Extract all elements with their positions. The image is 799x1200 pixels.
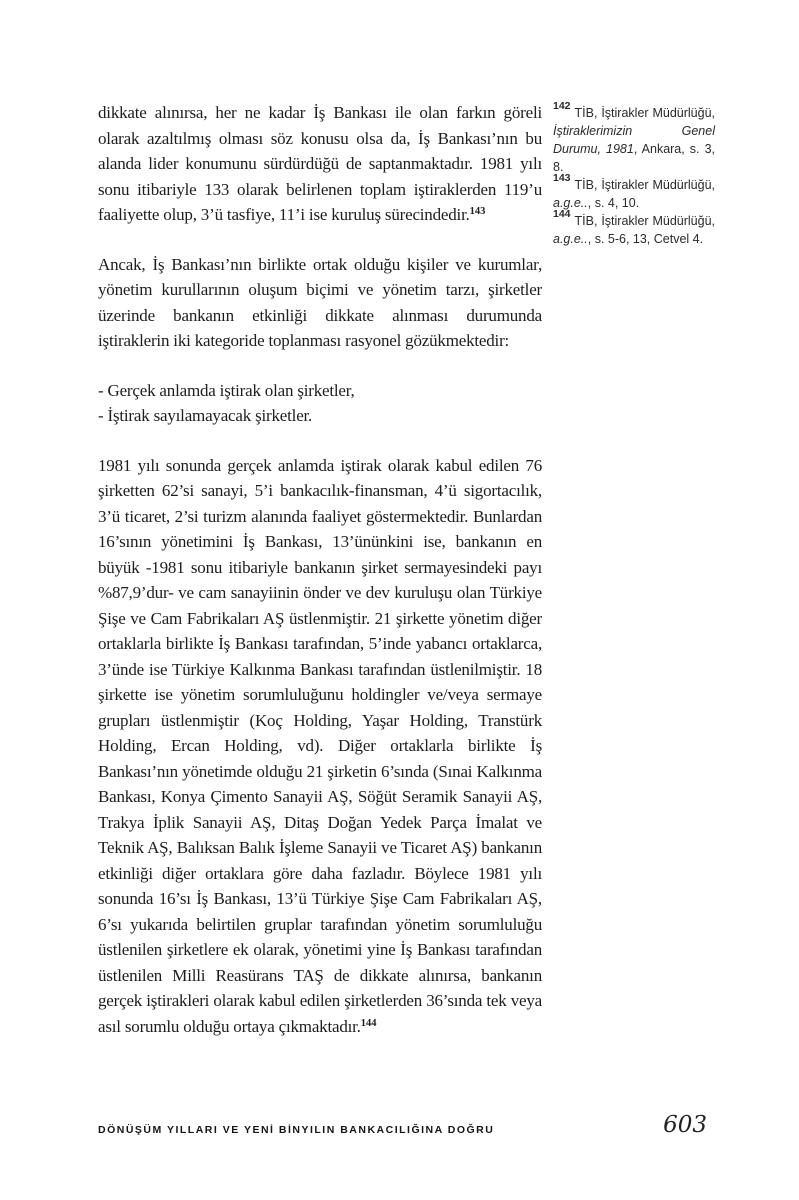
footnote-reference-143: 143 xyxy=(469,206,486,217)
sidenote-text: TİB, İştirakler Müdürlüğü, xyxy=(574,214,715,228)
list-item: - İştirak sayılamayacak şirketler. xyxy=(98,406,313,425)
paragraph-3-text: 1981 yılı sonunda gerçek anlamda iştirak olarak kabul edilen 76 şirketten 62’si sanayi, 5’i bankacılık-finansman, 4’ü sigortacılık, 3’ü ticaret, 2’si turizm alanında faaliyet göstermektedir. Bunlardan 16’sının yönetimini İş Bankası, 13’ününkini ise, bankanın en büyük -1981 sonu itibariyle bankanın şirket sermayesindeki payı %87,9’dur- ve cam sanayiinin önder ve dev kuruluşu olan Türkiye Şişe ve Cam Fabrikaları AŞ üstlenmiştir. 21 şirkette yönetim diğer ortaklarla birlikte İş Bankası tarafından, 5’inde yabancı ortaklarca, 3’ünde ise Türkiye Kalkınma Bankası tarafından üstlenilmiştir. 18 şirkette ise yönetim sorumluluğunu holdingler ve/veya sermaye grupları üstlenmiştir (Koç Holding, Yaşar Holding, Transtürk Holding, Ercan Holding, vd). Diğer ortaklarla birlikte İş Bankası’nın yönetimde olduğu 21 şirketin 6’sında (Sınai Kalkınma Bankası, Konya Çimento Sanayii AŞ, Söğüt Seramik Sanayii AŞ, Trakya İplik Sanayii AŞ, Ditaş Doğan Yedek Parça İmalat ve Teknik AŞ, Balıksan Balık İşleme Sanayii ve Ticaret AŞ) bankanın etkinliği diğer ortaklara göre daha fazladır. Böylece 1981 yılı sonunda 16’sı İş Bankası, 13’ü Türkiye Şişe Cam Fabrikaları AŞ, 6’sı yukarıda belirtilen gruplar tarafından yönetim sorumluluğu üstlenilen şirketlere ek olarak, yönetimi yine İş Bankası tarafından üstlenilen Milli Reasürans TAŞ de dikkate alınırsa, bankanın gerçek iştirakleri olarak kabul edilen şirketlerden 36’sında tek veya asıl sorumlu olduğu ortaya çıkmaktadır. xyxy=(98,455,542,1036)
sidenote-cited-title: a.g.e.. xyxy=(553,196,588,210)
running-title: DÖNÜŞÜM YILLARI VE YENİ BİNYILIN BANKACILIĞINA DOĞRU xyxy=(98,1124,495,1136)
sidenote-144 xyxy=(553,207,715,248)
sidenote-number: 143 xyxy=(553,171,571,184)
sidenote-column xyxy=(553,99,715,248)
paragraph-3 xyxy=(98,453,542,1040)
paragraph-1-text: dikkate alınırsa, her ne kadar İş Bankası ile olan farkın göreli olarak azaltılmış olması söz konusu olsa da, İş Bankası’nın bu alanda lider konumunu sürdürdüğü de saptanmaktadır. 1981 yılı sonu itibariyle 133 olarak belirlenen toplam iştiraklerden 119’u faaliyette olup, 3’ü tasfiye, 11’i ise kuruluş sürecindedir. xyxy=(98,103,542,224)
list-item: - Gerçek anlamda iştirak olan şirketler, xyxy=(98,380,355,400)
footnote-reference-144: 144 xyxy=(360,1017,377,1029)
paragraph-1 xyxy=(98,100,542,228)
sidenote-cited-title: İştiraklerimizin Genel Durumu, 1981 xyxy=(553,124,715,156)
main-text-column xyxy=(98,100,542,1063)
sidenote-text: , Ankara, s. 3, 8. xyxy=(553,142,715,174)
sidenote-number: 142 xyxy=(553,99,571,112)
sidenote-text: , s. 4, 10. xyxy=(587,196,640,210)
paragraph-2-text: Ancak, İş Bankası’nın birlikte ortak olduğu kişiler ve kurumlar, yönetim kurullarının oluşum biçimi ve yönetim tarzı, şirketler üzerinde bankanın etkinliği dikkate alınması durumunda iştiraklerin iki kategoride toplanması rasyonel gözükmektedir: xyxy=(98,254,542,350)
page-number: 603 xyxy=(663,1112,707,1138)
sidenote-143 xyxy=(553,171,715,212)
sidenote-142 xyxy=(553,99,715,176)
sidenote-text: TİB, İştirakler Müdürlüğü, xyxy=(574,106,715,120)
sidenote-text: , s. 5-6, 13, Cetvel 4. xyxy=(587,232,704,246)
paragraph-2 xyxy=(98,252,542,354)
sidenote-cited-title: a.g.e.. xyxy=(553,232,588,246)
sidenote-number: 144 xyxy=(553,207,571,220)
category-list xyxy=(98,378,542,429)
sidenote-text: TİB, İştirakler Müdürlüğü, xyxy=(574,178,715,192)
